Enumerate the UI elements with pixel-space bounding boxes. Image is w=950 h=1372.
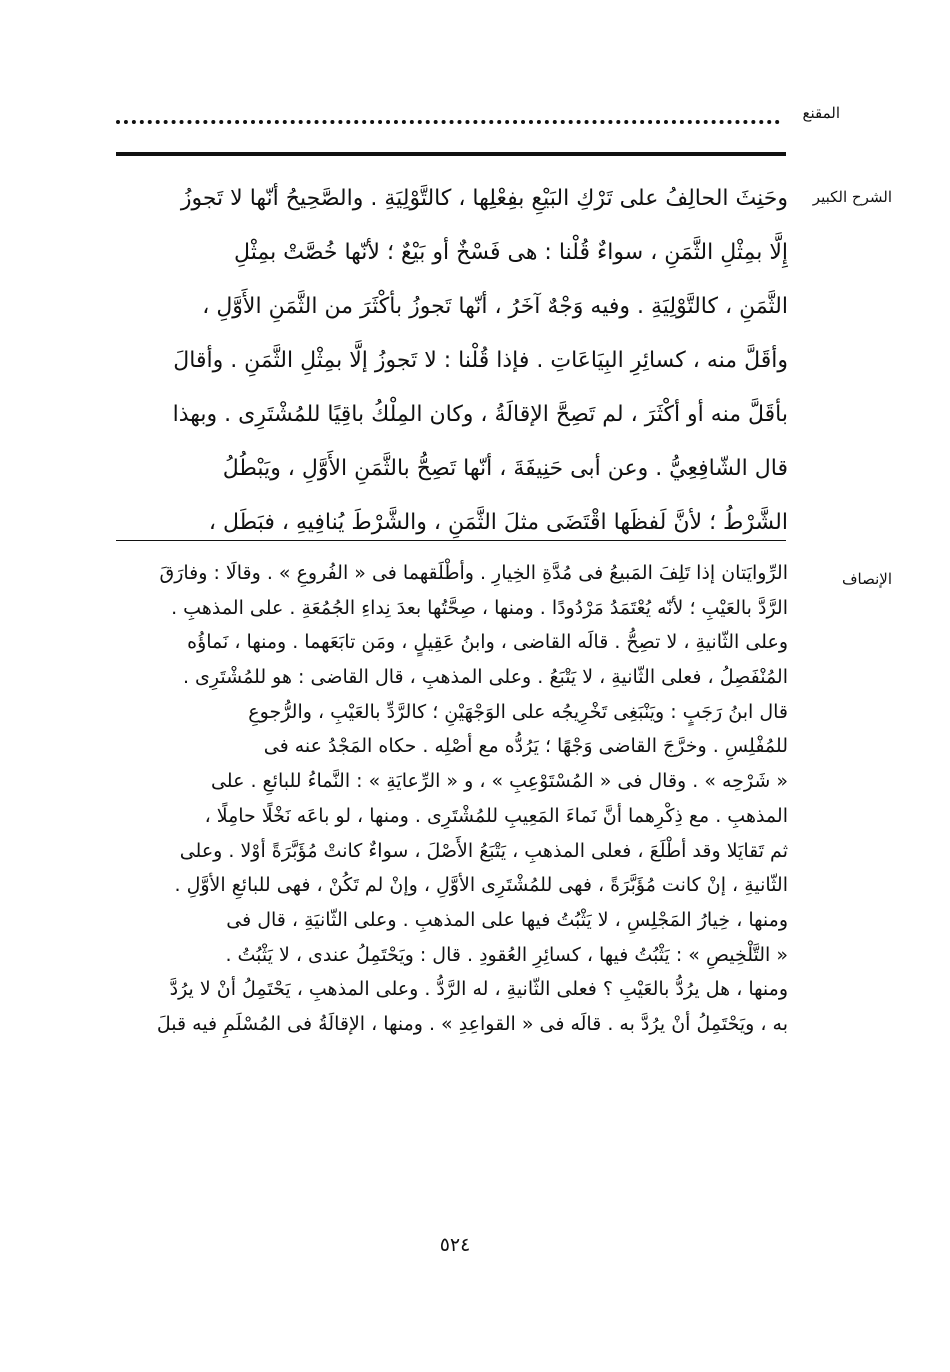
insaf-line: للمُفْلِسِ . وخرَّجَ القاضى وَجْهًا ؛ يَرُدُّه مع أصْلِه . حكاه المَجْدُ عنه فى	[263, 735, 788, 758]
sharh-line: الشَّرْطُ ؛ لأنَّ لَفظَها اقْتَضَى مثلَ الثَّمَنِ ، والشَّرْطَ يُنافِيهِ ، فبَطَل ،	[208, 510, 788, 535]
sharh-line: الثَّمَنِ ، كالتَّوْلِيَةِ . وفيه وَجْهٌ آخَرُ ، أنّها تَجوزُ بأكْثَرَ من الثَّمَنِ الأَوَّلِ ،	[202, 294, 788, 319]
insaf-line: به ، ويَحْتَمِلُ أنْ يرُدَّ به . قالَه فى « القواعِدِ » . ومنها ، الإقالَةُ فى المُسْلَمِ فيه قبلَ	[156, 1012, 788, 1035]
insaf-line: « شَرْحِه » . وقال فى « المُسْتَوْعِبِ » ، و « الرِّعايَةِ » : النَّماءُ للبائعِ . على	[210, 770, 788, 793]
header-title: المقنع	[802, 104, 840, 122]
sharh-line: بأقَلَّ منه أو أكْثَرَ ، لم تَصِحَّ الإقالَةُ ، وكان المِلْكُ باقِيًا للمُشْتَرِى . وبهذا	[172, 402, 788, 427]
sharh-text-block	[112, 172, 788, 550]
sharh-line: إِلَّا بمِثْلِ الثَّمَنِ ، سواءٌ قُلْنا : هى فَسْخٌ أو بَيْعٌ ؛ لأنّها خُصَّتْ بمِثْلِ	[234, 240, 788, 265]
sharh-line: وأقَلَّ منه ، كسائِرِ البِيَاعَاتِ . فإذا قُلْنا : لا تَجوزُ إلَّا بمِثْلِ الثَّمَنِ . وأقالَ	[173, 348, 788, 373]
insaf-line: ومنها ، خِيارُ المَجْلِسِ ، لا يَثْبُتُ فيها على المذهبِ . وعلى الثّانيَةِ ، قال فى	[226, 908, 788, 931]
insaf-text-block	[112, 556, 788, 1042]
insaf-line: وعلى الثّانيةِ ، لا تصِحُّ . قالَه القاضى ، وابنُ عَقِيلٍ ، ومَن تابَعَهما . ومنها ، نَماؤُه	[187, 631, 788, 654]
insaf-line: ومنها ، هل يرُدُّ بالعَيْبِ ؟ فعلى الثّانيةِ ، له الرَّدُّ . وعلى المذهبِ ، يَحْتَمِلُ أنْ لا يرُدَّ	[169, 978, 788, 1001]
insaf-line: ثم تَقايَلا وقد أطْلَعَ ، فعلى المذهبِ ، يَتْبَعُ الأَصْلَ ، سواءٌ كانتْ مُؤَبَّرَةً أوْلا . وعلى	[179, 839, 788, 862]
insaf-line: المُنْفَصِلُ ، فعلى الثّانيةِ ، لا يَتْبَعُ . وعلى المذهبِ ، قال القاضى : هو للمُشْتَرِى .	[182, 666, 788, 689]
page-number: ٥٢٤	[439, 1234, 471, 1256]
sharh-line: وحَنِثَ الحالِفُ على تَرْكِ البَيْعِ بفِعْلِها ، كالتَّوْلِيَةِ . والصَّحِيحُ أنّها لا تَجوزُ	[180, 186, 788, 211]
insaf-line: الثّانيةِ ، إنْ كانت مُؤَبَّرَةً ، فهى للمُشْتَرِى الأوَّلِ ، وإنْ لم تَكُنْ ، فهى للبائعِ الأوَّلِ .	[174, 874, 788, 897]
insaf-line: « التَّلْخِيصِ » : يَثْبُتُ فيها ، كسائِرِ العُقودِ . قال : ويَحْتَمِلُ عندى ، لا يَثْبُتُ .	[225, 943, 788, 966]
sharh-section-label: الشرح الكبير	[812, 188, 892, 206]
insaf-line: الرَّدَّ بالعَيْبِ ؛ لأنّه يُعْتَمَدُ مَرْدُودًا . ومنها ، صِحَّتُها بعدَ نِداءِ الجُمُعَةِ . على المذهبِ .	[171, 596, 788, 619]
header-thick-rule	[116, 152, 786, 156]
insaf-section-label: الإنصاف	[841, 570, 892, 588]
header-dotted-rule	[116, 120, 780, 124]
insaf-line: قال ابنُ رَجَبٍ : ويَنْبَغِى تَخْرِيجُه على الوَجْهَيْنِ ؛ كالرَّدِّ بالعَيْبِ ، والرُّجوعِ	[248, 700, 788, 723]
insaf-line: المذهبِ . مع ذِكْرِهما أنَّ نَماءَ المَعِيبِ للمُشْتَرِى . ومنها ، لو باعَه نَخْلًا حامِلًا ،	[204, 804, 788, 827]
sharh-line: قال الشّافِعِيُّ . وعن أبى حَنِيفَةَ ، أنّها تَصِحُّ بالثَّمَنِ الأَوَّلِ ، ويَبْطُلُ	[222, 456, 788, 481]
insaf-line: الرِّوايَتان إذا تَلِفَ المَبيعُ فى مُدَّةِ الخِيارِ . وأطْلَقهما فى « الفُروعِ » . وقالَا : وفارَقَ	[159, 562, 788, 584]
section-divider	[116, 540, 786, 541]
